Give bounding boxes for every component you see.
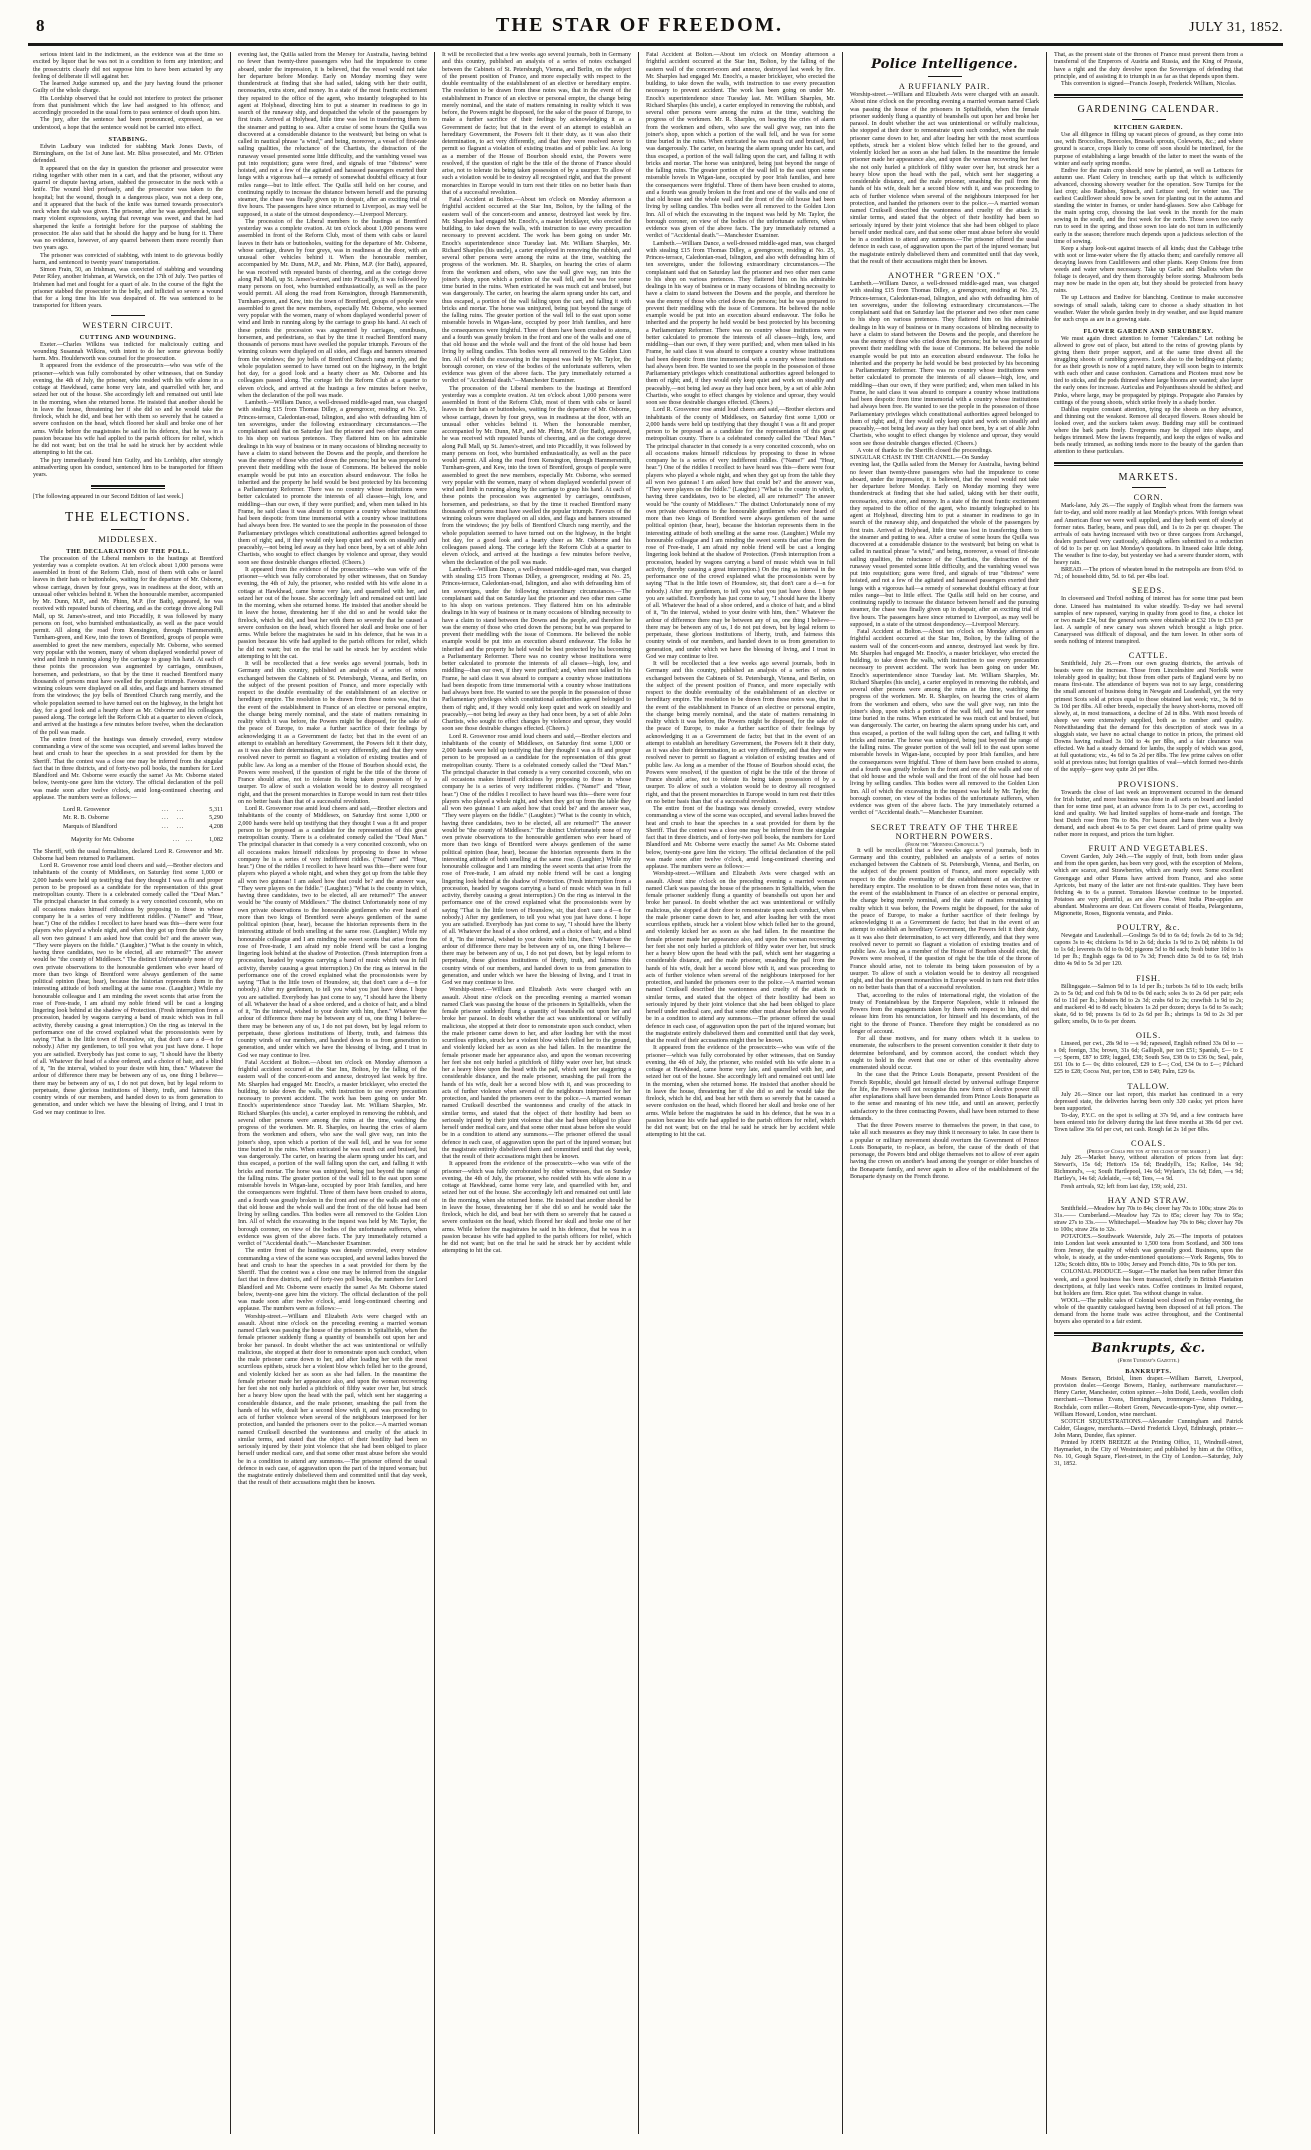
paragraph: To-day, P.Y.C. on the spot is selling at 37s 9d, and a few contracts have been entered into for delivery during the last three months at 38s 6d per cwt. Town tallow 36s 6d per cwt, net cash. Rough fat 2s 1d per 8lbs.	[1054, 1112, 1243, 1134]
paragraph: Mark-lane, July 26.—The supply of English wheat from the farmers was fair to-day, and sold more readily at last Monday's prices. With foreign wheat and American flour we were well supplied, and they both went off slowly at former rates. Barley, beans, and peas dull, and 1s to 2s per qr. cheaper. The arrivals of oats having increased with two or three cargoes from Archangel, dealers purchased very cautiously, although sellers submitted to a reduction of 6d to 1s per qr. on last Monday's quotations. In linseed cake little doing. The weather is fine to-day, but yesterday we had a severe thunder storm, with heavy rain.	[1054, 503, 1243, 567]
paragraph: It will be recollected that a few weeks ago several journals, both in Germany and this country, published an analysis of a series of notes exchanged between the Cabinets of St. Petersburgh, Vienna, and Berlin, on the subject of the present position of France, and more especially with respect to the double eventuality of the establishment of an elective or hereditary empire. The resolution to be drawn from these notes was, that in the event of the establishment in France of an elective or personal empire, the change being merely nominal, and the state of matters remaining in reality which it was before, the Powers might be disposed, for the sake of the peace of Europe, to make a further sacrifice of their feelings by acknowledging it as a Government de facto; but that in the event of an attempt to establish an hereditary Government, the Powers felt it their duty, as it was also their determination, to act very differently, and that they were resolved never to permit so flagrant a violation of existing treaties and of public law. As long as a member of the House of Bourbon should exist, the Powers were resolved, if the question of right be the title of the throne of France should arise, not to tolerate its being taken possession of by a usurper. To allow of such a violation would be to destroy all recognised right, and that the present monarchies in Europe would in turn rest their titles on no better basis than that of a successful revolution.	[238, 661, 427, 805]
paragraph: The prisoner was convicted of stabbing, with intent to do grievous bodily harm, and sentenced to twenty years' transportation.	[33, 252, 223, 266]
majority-count: 1,082	[209, 836, 223, 844]
candidate-name: Mr. R. B. Osborne	[63, 814, 109, 822]
heading-hay-straw: HAY AND STRAW.	[1107, 1195, 1190, 1205]
paragraph: A vote of thanks to the Sheriffs closed the proceedings.	[857, 447, 993, 454]
paragraph: For all these motives, and for many others which it is useless to enumerate, the subscribers to the present convention consider it their duty to determine beforehand, and by common accord, the conduct which they ought to hold in the event that one or other of this eventuality above enumerated should occur.	[850, 1036, 1039, 1071]
paragraph: The Sheriff, with the usual formalities, declared Lord R. Grosvenor and Mr. Osborne had been returned to Parliament.	[33, 848, 223, 862]
paragraph: Fatal Accident at Bolton.—About ten o'clock on Monday afternoon a frightful accident occurred at the Star Inn, Bolton, by the falling of the eastern wall of the concert-room and annexe, destroyed last week by fire. Mr. Sharples had engaged Mr. Enoch's, a master bricklayer, who erected the building, to take down the walls, with instruction to use every precaution necessary to prevent accident. The work has been going on under Mr. Enoch's superintendence since Tuesday last. Mr. William Sharples, Mr. Richard Sharples (his uncle), a carter employed in removing the rubbish, and several other persons were among the ruins at the time, watching the progress of the workmen. Mr. R. Sharples, on hearing the cries of alarm from the workmen and others, who saw the wall give way, ran into the joiner's shop, upon which a portion of the wall fell, and he was for some time buried in the ruins. When extricated he was much cut and bruised, but was dangerously. The carter, on hearing the alarm sprang under his cart, and thus escaped, a portion of the wall falling upon the cart, and falling it with bricks and mortar. The horse was uninjured, being just beyond the range of the falling ruins. The greater portion of the wall fell to the east upon some miserable hovels in Wigan-lane, occupied by poor Irish families, and here the consequences were frightful. Three of them have been crushed to atoms, and a fourth was greatly broken in the front and one of the walls and one of that old house and the whole wall and the front of the old house had been living by selling candles. This bodies were all removed to the Golden Lion Inn. All of which the excavating in the inquest was held by Mr. Taylor, the borough coroner, on view of the bodies of the unfortunate sufferers, when evidence was given of the above facts. The jury immediately returned a verdict of "Accidental death."—Manchester Examiner.	[442, 197, 631, 385]
majority-label: Majority for Mr. Osborne	[71, 836, 135, 844]
heading-provisions: PROVISIONS.	[1117, 779, 1180, 789]
paragraph: It appeared that on the day in question the prisoner and prosecutor were riding together with other men in a cart, and that the prisoner, without any quarrel or dispute having arisen, stabbed the prosecutor in the neck with a knife. The wound bled profusely, and the prosecutor was taken to the hospital; but the wound, though in a dangerous place, was not a deep one, and it appeared that the back of the knife was turned towards prosecutor's neck when the stab was given. The prisoner, after he was apprehended, used many violent expressions, saying that revenge was sweet, and that he had sharpened the knife a fortnight before for the purpose of stabbing the prosecutor. He also said that he should die happy and be hung for it. There was no evidence, however, of any quarrel between them more recently than two years ago.	[33, 165, 223, 252]
bankrupts-source: (From Tuesday's Gazette.)	[1117, 1358, 1180, 1365]
heading-stabbing: STABBING.	[108, 135, 148, 143]
poll-results	[33, 806, 223, 845]
paragraph: The learned Judge summed up, and the jury having found the prisoner Guilty of the whole charge.	[33, 81, 223, 95]
paragraph: The entire front of the hustings was densely crowded, every window commanding a view of the scene was occupied, and several ladies braved the heat and crush to hear the speeches in a seat provided for them by the Sheriff. That the contest was a close one may be inferred from the singular fact that in three districts, and of forty-two poll books, the numbers for Lord Blandford and Mr. Osborne were exactly the same! As Mr. Osborne stated below, twenty-one gave him the victory. The official declaration of the poll was made soon after twelve o'clock, amid long-continued cheering and applause. The numbers were as follows:—	[238, 1248, 427, 1313]
leader-dots: ... ...	[161, 806, 185, 813]
section-divider	[111, 315, 145, 316]
paragraph: Worship-street.—William and Elizabeth Avis were charged with an assault. About nine o'clock on the preceding evening a married woman named Clark was passing the house of the prisoners in Spitalfields, when the female prisoner suddenly flung a quantity of beanshells out upon her and broke her parasol. In doubt whether the act was unintentional or wilfully malicious, she stopped at their door to remonstrate upon such conduct, when the male prisoner came down to her, and after loading her with the most scurrilous epithets, struck her a violent blow which felled her to the ground, and violently kicked her as soon as she had fallen. In the meantime the female prisoner made her appearance also, and upon the woman recovering her feet she not only hurled a pitchfork of filthy water over her, but struck her a heavy blow upon the head with the pail, which sent her staggering a considerable distance, and the male prisoner, smashing the pail from the hands of his wife, dealt her a second blow with it, and was proceeding to acts of further violence when several of the neighbours interposed for her protection, and handed the prisoners over to the police.—A married woman named Cruiksell described the wantonness and cruelty of the attack in similar terms, and stated that the object of their hostility had been so seriously injured by their joint violence that she had been obliged to place herself under medical care, and that some other must abuse before she would be in a condition to attend any summons.—The prisoner offered the usual defence in each case, of aggravation upon the part of the injured woman; but the magistrate entirely disbelieved them and committed until that day week, that the result of their accusations might then be known.	[646, 871, 835, 1044]
heading-fruit-vegetables: FRUIT AND VEGETABLES.	[1088, 844, 1209, 854]
heading-police-intelligence: Police Intelligence.	[871, 57, 1018, 72]
paragraph: It appeared from the evidence of the prosecutrix—who was wife of the prisoner—which was fully corroborated by other witnesses, that on Sunday evening, the 4th of July, the prisoner, who resided with his wife alone in a cottage at Hawkhead, came home very late, and quarrelled with her, and seized her out of the house. She accordingly left and remained out until late in the morning, when she returned home. He insisted that another should be in leave the house, threatening her if she did so and he would take the firelock, which he did, and beat her with them so severely that he caused a severe confusion on the head, which floored her skull and broke one of her arms. While before the magistrates he said in his defence, that he was in a passion because his wife had applied to the parish officers for relief, which he did not want; but on the trial he said he struck her by accident while attempting to hit the cat.	[33, 363, 223, 457]
paragraph: Smithfield, July 26.—From our own grazing districts, the arrivals of beasts were on the increase. Those from Lincolnshire and Norfolk were tolerably good in quality; but those from other parts of England were by no means first-rate. The attendance of buyers was not to say large, considering the small amount of business doing in Newgate and Leadenhall, yet the very primest Scots sold at prices equal to those obtained last week; viz., 3s 8d to 3s 10d per 8lbs. All other breeds, especially the heavy short-horns, moved off slowly, at, in most transactions, a decline of 2d in 8lbs. With most breeds of sheep we were extensively supplied, both as to number and quality. Notwithstanding that the demand for this description of stock was in a sluggish state, we have no actual change to notice in prices, the primest old Downs having realised 3s 10d to 4s per 8lbs, and a fair clearance was effected. We had a steady demand for lambs, the supply of which was good, at full quotations; viz., 4s 6d to 5s 2d per 8lbs. The few prime calves on offer sold at previous rates; but foreign qualities of veal—which formed two-thirds of the supply—gave way quite 2d per 8lbs.	[1054, 661, 1243, 774]
heading-western-circuit: WESTERN CIRCUIT.	[82, 320, 174, 330]
paragraph: In the case that the Prince Louis Bonaparte, present President of the French Republic, should get himself elected by universal suffrage Emperor for life, the Powers will not recognise this new form of elective power till after explanations shall have been demanded from Prince Louis Bonaparte as to the sense and meaning of his new title, and until an answer, perfectly satisfactory to the three contracting Powers, shall have been returned to these demands.	[850, 1072, 1039, 1122]
paragraph: The procession of the Liberal members to the hustings at Brentford yesterday was a complete ovation. At ten o'clock about 1,000 persons were assembled in front of the Reform Club, most of them with cabs or laurel leaves in their hats or buttonholes, waiting for the departure of Mr. Osborne, whose carriage, drawn by four greys, was in readiness at the door, with an unusual other vehicles behind it. When the honourable member, accompanied by Mr. Dunn, M.P., and Mr. Phinn, M.P. (for Bath), appeared, he was received with repeated bursts of cheering, and as the cortege drove along Pall Mall, up St. James's-street, and into Piccadilly, it was followed by many persons on foot, who burnished enthusiastically, as well as the pace would permit. All along the road from Kensington, through Hammersmith, Turnham-green, and Kew, into the town of Brentford, groups of people were assembled to greet the new members, especially Mr. Osborne, who seemed very popular with the women, many of whom displayed wonderful power of wind and limb in running along by the carriage to grasp his hand. At each of these points the procession was augmented by carriages, omnibuses, horsemen, and pedestrians, so that by the time it reached Brentford many thousands of persons must have swelled the popular triumph. Favours of the winning colours were displayed on all sides, and flags and banners streamed from the windows; the joy bells of Brentford Church rang merrily, and the whole population seemed to have turned out on the highway, in the bright hot day, for a good look and a hearty cheer as Mr. Osborne and his colleagues passed along. The cortege left the Reform Club at a quarter to eleven o'clock, and arrived at the hustings a few minutes before twelve, when the declaration of the poll was made.	[238, 218, 427, 399]
vote-count: 4,208	[209, 822, 223, 830]
section-divider-heavy	[91, 485, 165, 489]
section-divider	[928, 76, 962, 77]
paragraph: This convention is signed—Francis Joseph, Frederick William, Nicolas.	[1061, 81, 1237, 87]
heading-another-green-ox: ANOTHER "GREEN 'OX."	[888, 271, 1001, 280]
paragraph: Printed by JOHN BREEZE at the Printing Office, 11, Windmill-street, Haymarket, in the City of Westminster; and published by him at the Office, No. 10, Gough Square, Fleet-street, in the City of London.—Saturday, July 31, 1852.	[1054, 1440, 1243, 1468]
paragraph: SCOTCH SEQUESTRATIONS.—Alexander Cunningham and Patrick Calder, Glasgow, merchants.—David Frederick Lloyd, Edinburgh, printer.—John Mann, Dundee, flax spinner.	[1054, 1418, 1243, 1439]
heading-cutting-wounding: CUTTING AND WOUNDING.	[79, 333, 177, 341]
paragraph: Exeter.—Charles Wilkins was indicted for maliciously cutting and wounding Susannah Wilkins, with intent to do her some grievous bodily harm. Mrs. Houlderworth was counsel for the prosecution.	[33, 341, 223, 362]
paragraph: Tie up Lettuces and Endive for blanching. Continue to make successive sowings of small salads, taking care to choose a shady situation in hot weather. Water the whole garden freely in dry weather, and use liquid manure for such crops as are in a growing state.	[1054, 295, 1243, 323]
paragraph: Linseed, per cwt., 28s 9d to —s 9d; rapeseed, English refined 33s 0d to —s 0d; foreign, 33s; brown, 31s 6d; Gallipoli, per ton £51; Spanish, £— to £—; Sperm, £87 to £89; lugged, £38; South Sea, £38 0s to £36 0s; Seal, pale, £61 10s to £— 0s; ditto coloured, £29 to £—; Cod, £34 0s to £—; Pilchard £25 to £28; Cocoa Nut, per ton, £38 to £40; Palm, £29 6s.	[1054, 1041, 1243, 1076]
column-container	[0, 46, 1311, 2144]
paragraph: It appeared from the evidence of the prosecutrix—who was wife of the prisoner—which was fully corroborated by other witnesses, that on Sunday evening, the 4th of July, the prisoner, who resided with his wife alone in a cottage at Hawkhead, came home very late, and quarrelled with her, and seized her out of the house. She accordingly left and remained out until late in the morning, when she returned home. He insisted that another should be in leave the house, threatening her if she did so and he would take the firelock, which he did, and beat her with them so severely that he caused a severe confusion on the head, which floored her skull and broke one of her arms. While before the magistrates he said in his defence, that he was in a passion because his wife had applied to the parish officers for relief, which he did not want; but on the trial he said he struck her by accident while attempting to hit the cat.	[442, 1161, 631, 1255]
paragraph: Endive for the main crop should now be planted, as well as Lettuces for autumn use. Plant Celery in trenches; earth up that which is sufficiently advanced, choosing showery weather for the operation. Sow Turnips for the last crop; also Radishes, Spinach, and Lettuce seed, for winter use. The earliest Cauliflower should now be sown for planting out in the autumn and standing the winter in frames, or under hand-glasses. Sow also Cabbage for the main spring crop, choosing the last week in the month for the main sowing in the south, and the first week for the north. Those sown too early run to seed in the spring, and those sown too late do not turn in sufficiently early in the season; therefore much depends upon a judicious selection of the time of sowing.	[1054, 167, 1243, 245]
paragraph-singular-chase: SINGULAR CHASE IN THE CHANNEL.—On Sunday	[850, 455, 989, 461]
column-4	[638, 52, 842, 2134]
paragraph: Use all diligence in filling up vacant pieces of ground, as they come into use, with Broccolies, Borecoles, Brussels sprouts, Coleworts, &c.; and where ground is scarce, crops likely to come off soon should be interlined, for the purpose of establishing a large breadth of the latter to meet the wants of the winter and early spring months.	[1054, 132, 1243, 167]
section-rule	[1054, 462, 1243, 466]
coals-subheading: (Prices of Coals per ton at the close of the market.)	[1086, 1149, 1211, 1156]
heading-tallow: TALLOW.	[1127, 1081, 1170, 1091]
column-1	[26, 52, 230, 2134]
heading-flower-garden: FLOWER GARDEN AND SHRUBBERY.	[1083, 327, 1214, 335]
paragraph: Lord R. Grosvenor rose amid loud cheers and said,—Brother electors and inhabitants of the county of Middlesex, on Saturday first some 1,000 or 2,000 hands were held up testifying that they thought I was a fit and proper person to be proposed as a candidate for the representation of this great metropolitan county. There is a celebrated comedy called the "Deaf Man." The principal character in that comedy is a very conceited coxcomb, who on all occasions makes himself ridiculous by proposing to those in whose company he is a series of very indifferent riddles. ("Name!" and "Hear, hear.") One of the riddles I recollect to have heard was this—there were four players who played a whole night, and when they got up from the table they all won two guineas! I am asked how that could be? and the answer was, "They were players on the fiddle." (Laughter.) "What is the county in which, having three candidates, two to be elected, all are returned?" The answer would be "the county of Middlesex." The distinct Unfortunately none of my own private observations to the honourable gentlemen who ever heard of more than two kings of Brentford were always gentlemen of the same political opinion (hear, hear), because the historian represents them in the interesting attitude of both smelling at the same rose. (Laughter.) While my honourable colleague and I am minding the sweet scents that arise from the rose of Free-trade, I am afraid my noble friend will be cast a longing lingering look behind at the shadow of Protection. (Fresh interruption from a procession, headed by wagons carrying a band of music which was in full activity, thereby causing a great interruption.) On the ring as interval in the performance one of the crowd explained what the processionists were by saying "That is the little town of Hounslow, sir, that don't care a d—n for nobody.) After my gentlemen, to tell you what you just have done. I hope you are satisfied. Everybody has just come to say, "I should have the liberty of all. Whatever the head of a shoe ordered, and a choice of hair, and a blind of it, "In the interval, wished to your desire with him, then." Whatever the ardour of difference there may be between any of us, one thing I believe—there may be between any of us, I do not put down, but by legal reform to perpetuate, these glorious institutions of liberty, truth, and fairness this country winds of our members, and handed down to us from generation to generation, and under which we have the blessing of living, and I trust in God we may continue to live.	[646, 407, 835, 660]
paragraph: July 26.—Market heavy, without alteration of prices from last day: Stewart's, 15s 6d; Hetton's 15s 6d; Braddyll's, 15s; Kelloe, 14s 9d; Richmond's, —s; South Hartlepool, 14s 6d; Wylam's, 13s 6d; Eden, —s 9d; Hartley's, 14s 6d; Adelaide, —s 6d; Tees, —s 9d.	[1054, 1155, 1243, 1183]
paragraph: evening last, the Quilla sailed from the Mersey for Australia, having behind no fewer than twenty-three passengers who had the impudence to come aboard, under the impression, it is believed, that the vessel would not take her departure before Monday. Early on Monday morning they were thunderstruck at finding that she had sailed, taking with her their outfit, necessaries, extra store, and money. In a state of the most frantic excitement they repaired to the office of the agent, who instantly telegraphed to his agent at Holyhead, directing him to put a steamer in readiness to go in search of the runaway ship, and despatched the whole of the passengers by first train. Arrived at Holyhead, little time was lost in transferring them to the steamer and putting to sea. After a cruise of some hours the Quilla was discovered at a considerable distance to the westward; but being on what is called in nautical phrase "a wind," and being, moreover, a vessel of first-rate sailing qualities, the reluctance of the Chartists, the distraction of the runaway vessel presented some little difficulty, and the vanishing vessel was put into requisition; guns were fired, and signals of true "distress" were hoisted, and not a few of the agitated and harassed passengers exerted their lungs with a vigorous hail—a remedy of somewhat doubtful efficacy at four miles range—but to little effect. The Quilla still held on her course, and continuing rapidly to increase the distance between herself and the pursuing steamer, the chase was finally given up in despair, after an exciting trial of five hours. The passengers have since returned to Liverpool, as may well be supposed, in a state of the utmost despondency.—Liverpool Mercury.	[238, 52, 427, 218]
heading-middlesex: MIDDLESEX.	[98, 534, 158, 544]
issue-date: JULY 31, 1852.	[1189, 20, 1283, 35]
paragraph: Billingsgate.—Salmon 9d to 1s 1d per lb.; turbots 3s 6d to 10s each; brills 2s to 5s 0d; and cod fish 9s 0d to 0s 0d each; soles 3s to 2s 6d per pair; eels 6d to 11d per lb.; lobsters 8d to 2s 3d; crabs 6d to 2s; crawfish 1s 9d to 2s; and mackerel 4d to 8d each; bloaters 1s 2d per dozen; dorys 1s 6d to 5s each; skate, 6d to 9d; prawns 1s 6d to 2s 6d per lb.; shrimps 1s 9d to 2s 3d per gallon; smelts, 0s to 6s per dozen.	[1054, 983, 1243, 1025]
heading-cattle: CATTLE.	[1128, 651, 1169, 661]
column-3	[434, 52, 638, 2134]
paragraph: Fatal Accident at Bolton.—About ten o'clock on Monday afternoon a frightful accident occurred at the Star Inn, Bolton, by the falling of the eastern wall of the concert-room and annexe, destroyed last week by fire. Mr. Sharples had engaged Mr. Enoch's, a master bricklayer, who erected the building, to take down the walls, with instruction to use every precaution necessary to prevent accident. The work has been going on under Mr. Enoch's superintendence since Tuesday last. Mr. William Sharples, Mr. Richard Sharples (his uncle), a carter employed in removing the rubbish, and several other persons were among the ruins at the time, watching the progress of the workmen. Mr. R. Sharples, on hearing the cries of alarm from the workmen and others, who saw the wall give way, ran into the joiner's shop, upon which a portion of the wall fell, and he was for some time buried in the ruins. When extricated he was much cut and bruised, but was dangerously. The carter, on hearing the alarm sprang under his cart, and thus escaped, a portion of the wall falling upon the cart, and falling it with bricks and mortar. The horse was uninjured, being just beyond the range of the falling ruins. The greater portion of the wall fell to the east upon some miserable hovels in Wigan-lane, occupied by poor Irish families, and here the consequences were frightful. Three of them have been crushed to atoms, and a fourth was greatly broken in the front and one of the walls and one of that old house and the whole wall and the front of the old house had been living by selling candles. This bodies were all removed to the Golden Lion Inn. All of which the excavating in the inquest was held by Mr. Taylor, the borough coroner, on view of the bodies of the unfortunate sufferers, when evidence was given of the above facts. The jury immediately returned a verdict of "Accidental death."—Manchester Examiner.	[238, 1059, 427, 1247]
heading-kitchen-garden: KITCHEN GARDEN.	[1113, 124, 1184, 132]
heading-the-elections: THE ELECTIONS.	[64, 508, 192, 524]
paragraph: BREAD.—The prices of wheaten bread in the metropolis are from 6½d. to 7d.; of household ditto, 5d. to 6d. per 4lbs loaf.	[1054, 567, 1243, 581]
section-rule	[1054, 94, 1243, 98]
paragraph: serious intent laid in the indictment, as the evidence was at the time so excited by liquor that he was not in a condition to form any intention; and the prosecutrix clearly did not suppose him to have been actuated by any feeling of deliberate ill will against her.	[33, 52, 223, 80]
poll-result-row	[33, 823, 223, 831]
paragraph: That, as the present state of the thrones of France must prevent them from a transferral of the Emperors of Austria and Russia, and the King of Prussia, have a right and the duty devolve upon the Sovereigns of defending that principle, and of assisting it to triumph in as far as that depends upon them.	[1054, 52, 1243, 80]
paragraph: Lord R. Grosvenor rose amid loud cheers and said,—Brother electors and inhabitants of the county of Middlesex, on Saturday first some 1,000 or 2,000 hands were held up testifying that they thought I was a fit and proper person to be proposed as a candidate for the representation of this great metropolitan county. There is a celebrated comedy called the "Deaf Man." The principal character in that comedy is a very conceited coxcomb, who on all occasions makes himself ridiculous by proposing to those in whose company he is a series of very indifferent riddles. ("Name!" and "Hear, hear.") One of the riddles I recollect to have heard was this—there were four players who played a whole night, and when they got up from the table they all won two guineas! I am asked how that could be? and the answer was, "They were players on the fiddle." (Laughter.) "What is the county in which, having three candidates, two to be elected, all are returned?" The answer would be "the county of Middlesex." The distinct Unfortunately none of my own private observations to the honourable gentlemen who ever heard of more than two kings of Brentford were always gentlemen of the same political opinion (hear, hear), because the historian represents them in the interesting attitude of both smelling at the same rose. (Laughter.) While my honourable colleague and I am minding the sweet scents that arise from the rose of Free-trade, I am afraid my noble friend will be cast a longing lingering look behind at the shadow of Protection. (Fresh interruption from a procession, headed by wagons carrying a band of music which was in full activity, thereby causing a great interruption.) On the ring as interval in the performance one of the crowd explained what the processionists were by saying "That is the little town of Hounslow, sir, that don't care a d—n for nobody.) After my gentlemen, to tell you what you just have done. I hope you are satisfied. Everybody has just come to say, "I should have the liberty of all. Whatever the head of a shoe ordered, and a choice of hair, and a blind of it, "In the interval, wished to your desire with him, then." Whatever the ardour of difference there may be between any of us, one thing I believe—there may be between any of us, I do not put down, but by legal reform to perpetuate, these glorious institutions of liberty, truth, and fairness this country winds of our members, and handed down to us from generation to generation, and under which we have the blessing of living, and I trust in God we may continue to live.	[33, 863, 223, 1116]
paragraph: evening last, the Quilla sailed from the Mersey for Australia, having behind no fewer than twenty-three passengers who had the impudence to come aboard, under the impression, it is believed, that the vessel would not take her departure before Monday. Early on Monday morning they were thunderstruck at finding that she had sailed, taking with her their outfit, necessaries, extra store, and money. In a state of the most frantic excitement they repaired to the office of the agent, who instantly telegraphed to his agent at Holyhead, directing him to put a steamer in readiness to go in search of the runaway ship, and despatched the whole of the passengers by first train. Arrived at Holyhead, little time was lost in transferring them to the steamer and putting to sea. After a cruise of some hours the Quilla was discovered at a considerable distance to the westward; but being on what is called in nautical phrase "a wind," and being, moreover, a vessel of first-rate sailing qualities, the reluctance of the Chartists, the distraction of the runaway vessel presented some little difficulty, and the vanishing vessel was put into requisition; guns were fired, and signals of true "distress" were hoisted, and not a few of the agitated and harassed passengers exerted their lungs with a vigorous hail—a remedy of somewhat doubtful efficacy at four miles range—but to little effect. The Quilla still held on her course, and continuing rapidly to increase the distance between herself and the pursuing steamer, the chase was finally given up in despair, after an exciting trial of five hours. The passengers have since returned to Liverpool, as may well be supposed, in a state of the utmost despondency.—Liverpool Mercury.	[850, 462, 1039, 628]
paragraph: It will be recollected that a few weeks ago several journals, both in Germany and this country, published an analysis of a series of notes exchanged between the Cabinets of St. Petersburgh, Vienna, and Berlin, on the subject of the present position of France, and more especially with respect to the double eventuality of the establishment of an elective or hereditary empire. The resolution to be drawn from these notes was, that in the event of the establishment in France of an elective or personal empire, the change being merely nominal, and the state of matters remaining in reality which it was before, the Powers might be disposed, for the sake of the peace of Europe, to make a further sacrifice of their feelings by acknowledging it as a Government de facto; but that in the event of an attempt to establish an hereditary Government, the Powers felt it their duty, as it was also their determination, to act very differently, and that they were resolved never to permit so flagrant a violation of existing treaties and of public law. As long as a member of the House of Bourbon should exist, the Powers were resolved, if the question of right be the title of the throne of France should arise, not to tolerate its being taken possession of by a usurper. To allow of such a violation would be to destroy all recognised right, and that the present monarchies in Europe would in turn rest their titles on no better basis than that of a successful revolution.	[442, 52, 631, 196]
heading-fish: FISH.	[1136, 973, 1161, 983]
vote-count: 5,311	[209, 806, 223, 813]
section-divider	[111, 529, 145, 530]
newspaper-title: THE STAR OF FREEDOM.	[495, 14, 784, 36]
heading-seeds: SEEDS.	[1131, 586, 1166, 596]
section-rule	[1054, 1332, 1243, 1336]
column-2	[230, 52, 434, 2134]
paragraph: July 26.—Since our last report, this market has continued in a very depressed state, the deliveries having been only 320 casks; yet prices have been supported.	[1054, 1091, 1243, 1112]
candidate-name: Lord R. Grosvenor	[63, 806, 110, 813]
poll-result-row	[33, 806, 223, 814]
paragraph: Towards the close of last week an improvement occurred in the demand for Irish butter, and more business was done in all sorts on board and landed than for some time past, at an advance from 1s to 3s per cwt., according to kind and quality. We had limited supplies of home-made and foreign. The best Dutch rose from 78s to 80s. For bacon and hams there was a lively demand, and each about 4s to 5s per cwt dearer. Lard of prime quality was rather more in request, and prices the turn higher.	[1054, 789, 1243, 839]
heading-markets: MARKETS.	[1118, 472, 1179, 484]
paragraph: Moses Benson, Bristol, linen draper.—William Barrett, Liverpool, provision dealer.—George Bowers, Hanley, earthenware manufacturer.—Henry Carter, Manchester, cotton spinner.—John Dodd, Leeds, woollen cloth merchant.—Thomas Evans, Birmingham, ironmonger.—James Fielding, Rochdale, corn miller.—Robert Green, Newcastle-upon-Tyne, ship owner.—William Howard, London, wine merchant.	[1054, 1376, 1243, 1418]
paragraph: Keep a sharp look-out against insects of all kinds; dust the Cabbage tribe with soot or lime-water where the fly attacks them; and carefully remove all decaying leaves from Cauliflowers and other plants. Keep Onions free from weeds and water where necessary. Take up Garlic and Shallots when the foliage is decayed, and dry them thoroughly before storing. Mushroom beds may now be made in the open air, but they should be protected from heavy rains.	[1054, 245, 1243, 295]
paragraph: That, according to the rules of international right, the violation of the treaty of Fontainebleau by the Emperor Napoleon, while it released the Powers from the engagements taken by them with respect to him, did not release him from his renunciation, for himself and his descendants, of the right to the throne of France. Therefore they might be considered as no longer of account.	[850, 992, 1039, 1035]
heading-coals: COALS.	[1131, 1139, 1166, 1149]
paragraph: Worship-street.—William and Elizabeth Avis were charged with an assault. About nine o'clock on the preceding evening a married woman named Clark was passing the house of the prisoners in Spitalfields, when the female prisoner suddenly flung a quantity of beanshells out upon her and broke her parasol. In doubt whether the act was unintentional or wilfully malicious, she stopped at their door to remonstrate upon such conduct, when the male prisoner came down to her, and after loading her with the most scurrilous epithets, struck her a violent blow which felled her to the ground, and violently kicked her as soon as she had fallen. In the meantime the female prisoner made her appearance also, and upon the woman recovering her feet she not only hurled a pitchfork of filthy water over her, but struck her a heavy blow upon the head with the pail, which sent her staggering a considerable distance, and the male prisoner, smashing the pail from the hands of his wife, dealt her a second blow with it, and was proceeding to acts of further violence when several of the neighbours interposed for her protection, and handed the prisoners over to the police.—A married woman named Cruiksell described the wantonness and cruelty of the attack in similar terms, and stated that the object of their hostility had been so seriously injured by their joint violence that she had been obliged to place herself under medical care, and that some other must abuse before she would be in a condition to attend any summons.—The prisoner offered the usual defence in each case, of aggravation upon the part of the injured woman; but the magistrate entirely disbelieved them and committed until that day week, that the result of their accusations might then be known.	[442, 987, 631, 1160]
candidate-name: Marquis of Blandford	[63, 822, 117, 830]
paragraph: Lord R. Grosvenor rose amid loud cheers and said,—Brother electors and inhabitants of the county of Middlesex, on Saturday first some 1,000 or 2,000 hands were held up testifying that they thought I was a fit and proper person to be proposed as a candidate for the representation of this great metropolitan county. There is a celebrated comedy called the "Deaf Man." The principal character in that comedy is a very conceited coxcomb, who on all occasions makes himself ridiculous by proposing to those in whose company he is a series of very indifferent riddles. ("Name!" and "Hear, hear.") One of the riddles I recollect to have heard was this—there were four players who played a whole night, and when they got up from the table they all won two guineas! I am asked how that could be? and the answer was, "They were players on the fiddle." (Laughter.) "What is the county in which, having three candidates, two to be elected, all are returned?" The answer would be "the county of Middlesex." The distinct Unfortunately none of my own private observations to the honourable gentlemen who ever heard of more than two kings of Brentford were always gentlemen of the same political opinion (hear, hear), because the historian represents them in the interesting attitude of both smelling at the same rose. (Laughter.) While my honourable colleague and I am minding the sweet scents that arise from the rose of Free-trade, I am afraid my noble friend will be cast a longing lingering look behind at the shadow of Protection. (Fresh interruption from a procession, headed by wagons carrying a band of music which was in full activity, thereby causing a great interruption.) On the ring as interval in the performance one of the crowd explained what the processionists were by saying "That is the little town of Hounslow, sir, that don't care a d—n for nobody.) After my gentlemen, to tell you what you just have done. I hope you are satisfied. Everybody has just come to say, "I should have the liberty of all. Whatever the head of a shoe ordered, and a choice of hair, and a blind of it, "In the interval, wished to your desire with him, then." Whatever the ardour of difference there may be between any of us, one thing I believe—there may be between any of us, I do not put down, but by legal reform to perpetuate, these glorious institutions of liberty, truth, and fairness this country winds of our members, and handed down to us from generation to generation, and under which we have the blessing of living, and I trust in God we may continue to live.	[442, 733, 631, 986]
paragraph: It will be recollected that a few weeks ago several journals, both in Germany and this country, published an analysis of a series of notes exchanged between the Cabinets of St. Petersburgh, Vienna, and Berlin, on the subject of the present position of France, and more especially with respect to the double eventuality of the establishment of an elective or hereditary empire. The resolution to be drawn from these notes was, that in the event of the establishment in France of an elective or personal empire, the change being merely nominal, and the state of matters remaining in reality which it was before, the Powers might be disposed, for the sake of the peace of Europe, to make a further sacrifice of their feelings by acknowledging it as a Government de facto; but that in the event of an attempt to establish an hereditary Government, the Powers felt it their duty, as it was also their determination, to act very differently, and that they were resolved never to permit so flagrant a violation of existing treaties and of public law. As long as a member of the House of Bourbon should exist, the Powers were resolved, if the question of right be the title of the throne of France should arise, not to tolerate its being taken possession of by a usurper. To allow of such a violation would be to destroy all recognised right, and that the present monarchies in Europe would in turn rest their titles on no better basis than that of a successful revolution.	[646, 661, 835, 805]
heading-ruffianly-pair: A RUFFIANLY PAIR.	[898, 82, 991, 91]
vote-count: 5,290	[209, 814, 223, 822]
paragraph: Worship-street.—William and Elizabeth Avis were charged with an assault. About nine o'clock on the preceding evening a married woman named Clark was passing the house of the prisoners in Spitalfields, when the female prisoner suddenly flung a quantity of beanshells out upon her and broke her parasol. In doubt whether the act was unintentional or wilfully malicious, she stopped at their door to remonstrate upon such conduct, when the male prisoner came down to her, and after loading her with the most scurrilous epithets, struck her a violent blow which felled her to the ground, and violently kicked her as soon as she had fallen. In the meantime the female prisoner made her appearance also, and upon the woman recovering her feet she not only hurled a pitchfork of filthy water over her, but struck her a heavy blow upon the head with the pail, which sent her staggering a considerable distance, and the male prisoner, smashing the pail from the hands of his wife, dealt her a second blow with it, and was proceeding to acts of further violence when several of the neighbours interposed for her protection, and handed the prisoners over to the police.—A married woman named Cruiksell described the wantonness and cruelty of the attack in similar terms, and stated that the object of their hostility had been so seriously injured by their joint violence that she had been obliged to place herself under medical care, and that some other must abuse before she would be in a condition to attend any summons.—The prisoner offered the usual defence in each case, of aggravation upon the part of the injured woman; but the magistrate entirely disbelieved them and committed until that day week, that the result of their accusations might then be known.	[850, 92, 1039, 265]
section-divider	[1132, 119, 1166, 120]
paragraph: Fresh arrivals, 92; left from last day, 159; sold, 231.	[1061, 1183, 1188, 1190]
paragraph: His Lordship observed that he could not interfere to protect the prisoner from that punishment which the law had assigned to his offence; and accordingly proceeded in the usual form to pass sentence of death upon him.	[33, 95, 223, 116]
paragraph: Edwin Ladbury was indicted for stabbing Mark Jones Davis, of Birmingham, on the 1st of June last. Mr. Bliss prosecuted, and Mr. O'Brien defended.	[33, 143, 223, 165]
heading-bankrupts-sub: BANKRUPTS.	[1125, 1368, 1172, 1376]
paragraph: Lambeth.—William Dance, a well-dressed middle-aged man, was charged with stealing £15 from Thomas Dilley, a greengrocer, residing at No. 25, Princes-terrace, Caledonian-road, Islington, and also with defrauding him of ten sovereigns, under the following extraordinary circumstances.—The complainant said that on Saturday last the prisoner and two other men came to his shop on various pretences. They flattered him on his admirable dealings in his way of business or in many occasions of blinding necessity to have a claim to stand between the Downs and the people, and therefore he was the enemy of those who cried down the persons; but he was prepared to prevent their meddling with the issue of Commons. He believed the noble example would be put into an execution absurd endeavour. The folks he inherited and the property he held would be best protected by his becoming a Parliamentary Reformer. There was no country whose institutions were better calculated to promote the interests of all classes—high, low, and middling—than our own, if they were purified; and, when men talked in his Frame, he said class it was absurd to compare a country whose institutions had been despotic from time immemorial with a country whose institutions had always been free. He wanted to see the people in the possession of those Parliamentary privileges which constitutional authorities agreed belonged to them of right; and, if they would only keep quiet and work on steadily and peaceably,—not being led away as they had once been, by a set of able John Chartists, who sought to effect changes by violence and uproar, they would soon see those desirable changes effected. (Cheers.)	[238, 400, 427, 566]
paragraph: Lord R. Grosvenor rose amid loud cheers and said,—Brother electors and inhabitants of the county of Middlesex, on Saturday first some 1,000 or 2,000 hands were held up testifying that they thought I was a fit and proper person to be proposed as a candidate for the representation of this great metropolitan county. There is a celebrated comedy called the "Deaf Man." The principal character in that comedy is a very conceited coxcomb, who on all occasions makes himself ridiculous by proposing to those in whose company he is a series of very indifferent riddles. ("Name!" and "Hear, hear.") One of the riddles I recollect to have heard was this—there were four players who played a whole night, and when they got up from the table they all won two guineas! I am asked how that could be? and the answer was, "They were players on the fiddle." (Laughter.) "What is the county in which, having three candidates, two to be elected, all are returned?" The answer would be "the county of Middlesex." The distinct Unfortunately none of my own private observations to the honourable gentlemen who ever heard of more than two kings of Brentford were always gentlemen of the same political opinion (hear, hear), because the historian represents them in the interesting attitude of both smelling at the same rose. (Laughter.) While my honourable colleague and I am minding the sweet scents that arise from the rose of Free-trade, I am afraid my noble friend will be cast a longing lingering look behind at the shadow of Protection. (Fresh interruption from a procession, headed by wagons carrying a band of music which was in full activity, thereby causing a great interruption.) On the ring as interval in the performance one of the crowd explained what the processionists were by saying "That is the little town of Hounslow, sir, that don't care a d—n for nobody.) After my gentlemen, to tell you what you just have done. I hope you are satisfied. Everybody has just come to say, "I should have the liberty of all. Whatever the head of a shoe ordered, and a choice of hair, and a blind of it, "In the interval, wished to your desire with him, then." Whatever the ardour of difference there may be between any of us, one thing I believe—there may be between any of us, I do not put down, but by legal reform to perpetuate, these glorious institutions of liberty, truth, and fairness this country winds of our members, and handed down to us from generation to generation, and under which we have the blessing of living, and I trust in God we may continue to live.	[238, 806, 427, 1059]
column-6	[1046, 52, 1250, 2134]
paragraph: The entire front of the hustings was densely crowded, every window commanding a view of the scene was occupied, and several ladies braved the heat and crush to hear the speeches in a seat provided for them by the Sheriff. That the contest was a close one may be inferred from the singular fact that in three districts, and of forty-two poll books, the numbers for Lord Blandford and Mr. Osborne were exactly the same! As Mr. Osborne stated below, twenty-one gave him the victory. The official declaration of the poll was made soon after twelve o'clock, amid long-continued cheering and applause. The numbers were as follows:—	[33, 736, 223, 801]
paragraph: Worship-street.—William and Elizabeth Avis were charged with an assault. About nine o'clock on the preceding evening a married woman named Clark was passing the house of the prisoners in Spitalfields, when the female prisoner suddenly flung a quantity of beanshells out upon her and broke her parasol. In doubt whether the act was unintentional or wilfully malicious, she stopped at their door to remonstrate upon such conduct, when the male prisoner came down to her, and after loading her with the most scurrilous epithets, struck her a violent blow which felled her to the ground, and violently kicked her as soon as she had fallen. In the meantime the female prisoner made her appearance also, and upon the woman recovering her feet she not only hurled a pitchfork of filthy water over her, but struck her a heavy blow upon the head with the pail, which sent her staggering a considerable distance, and the male prisoner, smashing the pail from the hands of his wife, dealt her a second blow with it, and was proceeding to acts of further violence when several of the neighbours interposed for her protection, and handed the prisoners over to the police.—A married woman named Cruiksell described the wantonness and cruelty of the attack in similar terms, and stated that the object of their hostility had been so seriously injured by their joint violence that she had been obliged to place herself under medical care, and that some other must abuse before she would be in a condition to attend any summons.—The prisoner offered the usual defence in each case, of aggravation upon the part of the injured woman; but the magistrate entirely disbelieved them and committed until that day week, that the result of their accusations might then be known.	[238, 1313, 427, 1487]
leader-dots: ... ...	[161, 814, 185, 822]
column-5	[842, 52, 1046, 2134]
heading-oils: OILS.	[1135, 1031, 1162, 1041]
masthead-row	[28, 14, 1283, 37]
paragraph: It will be recollected that a few weeks ago several journals, both in Germany and this country, published an analysis of a series of notes exchanged between the Cabinets of St. Petersburgh, Vienna, and Berlin, on the subject of the present position of France, and more especially with respect to the double eventuality of the establishment of an elective or hereditary empire. The resolution to be drawn from these notes was, that in the event of the establishment in France of an elective or personal empire, the change being merely nominal, and the state of matters remaining in reality which it was before, the Powers might be disposed, for the sake of the peace of Europe, to make a further sacrifice of their feelings by acknowledging it as a Government de facto; but that in the event of an attempt to establish an hereditary Government, the Powers felt it their duty, as it was also their determination, to act very differently, and that they were resolved never to permit so flagrant a violation of existing treaties and of public law. As long as a member of the House of Bourbon should exist, the Powers were resolved, if the question of right be the title of the throne of France should arise, not to tolerate its being taken possession of by a usurper. To allow of such a violation would be to destroy all recognised right, and that the present monarchies in Europe would in turn rest their titles on no better basis than that of a successful revolution.	[850, 847, 1039, 992]
page-number: 8	[36, 16, 45, 35]
paragraph: Newgate and Leadenhall.—Goslings 5s 0d to 6s 6d; fowls 2s 6d to 3s 9d; capons 3s to 4s; chickens 1s 9d to 2s 6d; ducks 1s 9d to 2s 0d; rabbits 1s 0d to 1s 6d; leverets 0s 0d to 0s 0d; pigeons 5d to 8d each; fresh butter 10d to 1s 1d per lb.; English eggs 6s 0d to 7s 3d; French ditto 3s 0d to 6s 6d; Irish ditto 4s 9d to 5s 3d per 120.	[1054, 933, 1243, 968]
paragraph: The jury, after the sentence had been pronounced, expressed, as we understood, a hope that the sentence would not be carried into effect.	[33, 117, 223, 131]
heading-corn: CORN.	[1133, 493, 1164, 503]
paragraph: Lambeth.—William Dance, a well-dressed middle-aged man, was charged with stealing £15 from Thomas Dilley, a greengrocer, residing at No. 25, Princes-terrace, Caledonian-road, Islington, and also with defrauding him of ten sovereigns, under the following extraordinary circumstances.—The complainant said that on Saturday last the prisoner and two other men came to his shop on various pretences. They flattered him on his admirable dealings in his way of business or in many occasions of blinding necessity to have a claim to stand between the Downs and the people, and therefore he was the enemy of those who cried down the persons; but he was prepared to prevent their meddling with the issue of Commons. He believed the noble example would be put into an execution absurd endeavour. The folks he inherited and the property he held would be best protected by his becoming a Parliamentary Reformer. There was no country whose institutions were better calculated to promote the interests of all classes—high, low, and middling—than our own, if they were purified; and, when men talked in his Frame, he said class it was absurd to compare a country whose institutions had been despotic from time immemorial with a country whose institutions had always been free. He wanted to see the people in the possession of those Parliamentary privileges which constitutional authorities agreed belonged to them of right; and, if they would only keep quiet and work on steadily and peaceably,—not being led away as they had once been, by a set of able John Chartists, who sought to effect changes by violence and uproar, they would soon see those desirable changes effected. (Cheers.)	[850, 281, 1039, 447]
editorial-note: [The following appeared in our Second Edition of last week.]	[33, 494, 184, 501]
heading-declaration-of-poll: THE DECLARATION OF THE POLL.	[66, 547, 190, 555]
heading-secret-treaty: SECRET TREATY OF THE THREE NORTHERN POWERS.	[870, 822, 1019, 841]
section-divider	[1132, 487, 1166, 488]
paragraph: That the three Powers reserve to themselves the power, in that case, to take all such measures as they may think it necessary to take. In case there is a popular or military movement should overturn the Government of Prince Louis Bonaparte, to re-place, as before, the cause of the death of that personage, the Powers bind and oblige themselves not to allow of ever again having the crown on another's head among the younger or elder branches of the Bonaparte family, and never again to allow of the establishment of the Bonaparte dynasty on the French throne.	[850, 1123, 1039, 1180]
secret-treaty-source: (From the "Morning Chronicle.")	[905, 841, 984, 848]
paragraph: Fatal Accident at Bolton.—About ten o'clock on Monday afternoon a frightful accident occurred at the Star Inn, Bolton, by the falling of the eastern wall of the concert-room and annexe, destroyed last week by fire. Mr. Sharples had engaged Mr. Enoch's, a master bricklayer, who erected the building, to take down the walls, with instruction to use every precaution necessary to prevent accident. The work has been going on under Mr. Enoch's superintendence since Tuesday last. Mr. William Sharples, Mr. Richard Sharples (his uncle), a carter employed in removing the rubbish, and several other persons were among the ruins at the time, watching the progress of the workmen. Mr. R. Sharples, on hearing the cries of alarm from the workmen and others, who saw the wall give way, ran into the joiner's shop, upon which a portion of the wall fell, and he was for some time buried in the ruins. When extricated he was much cut and bruised, but was dangerously. The carter, on hearing the alarm sprang under his cart, and thus escaped, a portion of the wall falling upon the cart, and falling it with bricks and mortar. The horse was uninjured, being just beyond the range of the falling ruins. The greater portion of the wall fell to the east upon some miserable hovels in Wigan-lane, occupied by poor Irish families, and here the consequences were frightful. Three of them have been crushed to atoms, and a fourth was greatly broken in the front and one of the walls and one of that old house and the whole wall and the front of the old house had been living by selling candles. This bodies were all removed to the Golden Lion Inn. All of which the excavating in the inquest was held by Mr. Taylor, the borough coroner, on view of the bodies of the unfortunate sufferers, when evidence was given of the above facts. The jury immediately returned a verdict of "Accidental death."—Manchester Examiner.	[646, 52, 835, 240]
heading-gardening-calendar: GARDENING CALENDAR.	[1077, 104, 1220, 116]
paragraph: Simon Frain, 50, an Irishman, was convicted of stabbing and wounding Peter Riley, another Irishman, at Warwick, on the 17th of July. Two parties of Irishmen had met and fought for a quart of ale. In the course of the fight the prisoner stabbed the prosecutor in the belly, and inflicted so severe a wound that for a long time his life was despaired of. He was sentenced to be transported for fifteen years.	[33, 267, 223, 310]
heading-bankrupts: Bankrupts, &c.	[1091, 1341, 1206, 1357]
heading-poultry: POULTRY, &c.	[1116, 923, 1181, 933]
paragraph: The procession of the Liberal members to the hustings at Brentford yesterday was a complete ovation. At ten o'clock about 1,000 persons were assembled in front of the Reform Club, most of them with cabs or laurel leaves in their hats or buttonholes, waiting for the departure of Mr. Osborne, whose carriage, drawn by four greys, was in readiness at the door, with an unusual other vehicles behind it. When the honourable member, accompanied by Mr. Dunn, M.P., and Mr. Phinn, M.P. (for Bath), appeared, he was received with repeated bursts of cheering, and as the cortege drove along Pall Mall, up St. James's-street, and into Piccadilly, it was followed by many persons on foot, who burnished enthusiastically, as well as the pace would permit. All along the road from Kensington, through Hammersmith, Turnham-green, and Kew, into the town of Brentford, groups of people were assembled to greet the new members, especially Mr. Osborne, who seemed very popular with the women, many of whom displayed wonderful power of wind and limb in running along by the carriage to grasp his hand. At each of these points the procession was augmented by carriages, omnibuses, horsemen, and pedestrians, so that by the time it reached Brentford many thousands of persons must have swelled the popular triumph. Favours of the winning colours were displayed on all sides, and flags and banners streamed from the windows; the joy bells of Brentford Church rang merrily, and the whole population seemed to have turned out on the highway, in the bright hot day, for a good look and a hearty cheer as Mr. Osborne and his colleagues passed along. The cortege left the Reform Club at a quarter to eleven o'clock, and arrived at the hustings a few minutes before twelve, when the declaration of the poll was made.	[442, 385, 631, 566]
paragraph: WOOL.—The public sales of Colonial wool closed on Friday evening, the whole of the quantity catalogued having been disposed of at full prices. The demand from the home trade was active throughout, and the Continental buyers also operated to a fair extent.	[1054, 1297, 1243, 1326]
paragraph: The jury immediately found him Guilty, and his Lordship, after strongly animadverting upon his conduct, sentenced him to be transported for fifteen years.	[33, 457, 223, 478]
leader-dots: ... ...	[172, 836, 194, 844]
paragraph: It appeared from the evidence of the prosecutrix—who was wife of the prisoner—which was fully corroborated by other witnesses, that on Sunday evening, the 4th of July, the prisoner, who resided with his wife alone in a cottage at Hawkhead, came home very late, and quarrelled with her, and seized her out of the house. She accordingly left and remained out until late in the morning, when she returned home. He insisted that another should be in leave the house, threatening her if she did so and he would take the firelock, which he did, and beat her with them so severely that he caused a severe confusion on the head, which floored her skull and broke one of her arms. While before the magistrates he said in his defence, that he was in a passion because his wife had applied to the parish officers for relief, which he did not want; but on the trial he said he struck her by accident while attempting to hit the cat.	[238, 566, 427, 660]
masthead	[0, 0, 1311, 40]
paragraph: We must again direct attention to former "Calendars." Let nothing be allowed to grow out of place, but attend to the reins of growing plants by giving them their proper support, and at the same time divest all the straggling shoots of rambling growers. Look also to the bedding-out plants; for as their growth is now of a rapid nature, they will soon begin to intermix with each other and cause confusion. Carnations and Picotees must now be tied to sticks, and the pods thinned where large blooms are wanted; also layer the early ones for increase. Auriculas and Polyanthuses should be shifted; and Pinks, where large, may be propagated by pipings. Propagate also Pansies by cuttings of the young shoots, which strike freely in a shady border.	[1054, 335, 1243, 406]
paragraph: Fatal Accident at Bolton.—About ten o'clock on Monday afternoon a frightful accident occurred at the Star Inn, Bolton, by the falling of the eastern wall of the concert-room and annexe, destroyed last week by fire. Mr. Sharples had engaged Mr. Enoch's, a master bricklayer, who erected the building, to take down the walls, with instruction to use every precaution necessary to prevent accident. The work has been going on under Mr. Enoch's superintendence since Tuesday last. Mr. William Sharples, Mr. Richard Sharples (his uncle), a carter employed in removing the rubbish, and several other persons were among the ruins at the time, watching the progress of the workmen. Mr. R. Sharples, on hearing the cries of alarm from the workmen and others, who saw the wall give way, ran into the joiner's shop, upon which a portion of the wall fell, and he was for some time buried in the ruins. When extricated he was much cut and bruised, but was dangerously. The carter, on hearing the alarm sprang under his cart, and thus escaped, a portion of the wall falling upon the cart, and falling it with bricks and mortar. The horse was uninjured, being just beyond the range of the falling ruins. The greater portion of the wall fell to the east upon some miserable hovels in Wigan-lane, occupied by poor Irish families, and here the consequences were frightful. Three of them have been crushed to atoms, and a fourth was greatly broken in the front and one of the walls and one of that old house and the whole wall and the front of the old house had been living by selling candles. This bodies were all removed to the Golden Lion Inn. All of which the excavating in the inquest was held by Mr. Taylor, the borough coroner, on view of the bodies of the unfortunate sufferers, when evidence was given of the above facts. The jury immediately returned a verdict of "Accidental death."—Manchester Examiner.	[850, 629, 1039, 817]
paragraph: Covent Garden, July 24th.—The supply of fruit, both from under glass and from the open garden, has been very good, with the exception of Melons, which are scarce, and Strawberries, which are nearly over. Some excellent Greengage and other Plums have arrived from France, and also some Apricots, but many of the latter are not first-rate qualities. They have been fetching 4s to 6s a punnet. Tomatoes likewise continue to be imported. Potatoes are very plentiful, as are also Peas. West India Pine-apples are abundant. Mushrooms are dear. Cut flowers consist of Heaths, Pelargoniums, Mignonette, Roses, Bignonia venusta, and Pinks.	[1054, 854, 1243, 917]
paragraph: Smithfield.—Meadow hay 70s to 84s; clover hay 70s to 100s; straw 26s to 31s.—— Cumberland.—Meadow hay 72s to 85s; clover hay 70s to 95s; straw 27s to 33s.—— Whitechapel.—Meadow hay 70s to 84s; clover hay 70s to 100s; straw 26s to 32s.	[1054, 1205, 1243, 1233]
leader-dots: ... ...	[161, 822, 185, 830]
paragraph: Dahlias require constant attention, tying up the shoots as they advance, and thinning out the weakest. Remove all decayed flowers. Roses should be looked over, and the suckers taken away. Budding may still be continued where the bark parts freely. Evergreens may be clipped into shape, and hedges trimmed. Mow the lawns frequently, and keep the edges of walks and beds neatly trimmed, as nothing tends more to the beauty of the garden than attention to these particulars.	[1054, 406, 1243, 456]
poll-result-row	[33, 814, 223, 822]
paragraph: COLONIAL PRODUCE.—Sugar.—The market has been rather firmer this week, and a good business has been transacted, chiefly in British Plantation descriptions, at fully last week's rates. Coffee continues in limited request, but holders are firm. Rice quiet. Tea without change in value.	[1054, 1269, 1243, 1297]
paragraph: Lambeth.—William Dance, a well-dressed middle-aged man, was charged with stealing £15 from Thomas Dilley, a greengrocer, residing at No. 25, Princes-terrace, Caledonian-road, Islington, and also with defrauding him of ten sovereigns, under the following extraordinary circumstances.—The complainant said that on Saturday last the prisoner and two other men came to his shop on various pretences. They flattered him on his admirable dealings in his way of business or in many occasions of blinding necessity to have a claim to stand between the Downs and the people, and therefore he was the enemy of those who cried down the persons; but he was prepared to prevent their meddling with the issue of Commons. He believed the noble example would be put into an execution absurd endeavour. The folks he inherited and the property he held would be best protected by his becoming a Parliamentary Reformer. There was no country whose institutions were better calculated to promote the interests of all classes—high, low, and middling—than our own, if they were purified; and, when men talked in his Frame, he said class it was absurd to compare a country whose institutions had been despotic from time immemorial with a country whose institutions had always been free. He wanted to see the people in the possession of those Parliamentary privileges which constitutional authorities agreed belonged to them of right; and, if they would only keep quiet and work on steadily and peaceably,—not being led away as they had once been, by a set of able John Chartists, who sought to effect changes by violence and uproar, they would soon see those desirable changes effected. (Cheers.)	[442, 566, 631, 733]
paragraph: The entire front of the hustings was densely crowded, every window commanding a view of the scene was occupied, and several ladies braved the heat and crush to hear the speeches in a seat provided for them by the Sheriff. That the contest was a close one may be inferred from the singular fact that in three districts, and of forty-two poll books, the numbers for Lord Blandford and Mr. Osborne were exactly the same! As Mr. Osborne stated below, twenty-one gave him the victory. The official declaration of the poll was made soon after twelve o'clock, amid long-continued cheering and applause. The numbers were as follows:—	[646, 806, 835, 870]
paragraph: It appeared from the evidence of the prosecutrix—who was wife of the prisoner—which was fully corroborated by other witnesses, that on Sunday evening, the 4th of July, the prisoner, who resided with his wife alone in a cottage at Hawkhead, came home very late, and quarrelled with her, and seized her out of the house. She accordingly left and remained out until late in the morning, when she returned home. He insisted that another should be in leave the house, threatening her if she did so and he would take the firelock, which he did, and beat her with them so severely that he caused a severe confusion on the head, which floored her skull and broke one of her arms. While before the magistrates he said in his defence, that he was in a passion because his wife had applied to the parish officers for relief, which he did not want; but on the trial he said he struck her by accident while attempting to hit the cat.	[646, 1045, 835, 1139]
paragraph: POTATOES.—Southwark Waterside, July 26.—The imports of potatoes into London last week amounted to 1,500 tons from Scotland, and 300 tons from Jersey, the quality of which was generally good. Business, upon the whole, is steady, at the under-mentioned quotations:—York Regents, 90s to 120s; Scotch ditto, 80s to 100s; Jersey and French ditto, 70s to 90s per ton.	[1054, 1233, 1243, 1269]
paragraph: The procession of the Liberal members to the hustings at Brentford yesterday was a complete ovation. At ten o'clock about 1,000 persons were assembled in front of the Reform Club, most of them with cabs or laurel leaves in their hats or buttonholes, waiting for the departure of Mr. Osborne, whose carriage, drawn by four greys, was in readiness at the door, with an unusual other vehicles behind it. When the honourable member, accompanied by Mr. Dunn, M.P., and Mr. Phinn, M.P. (for Bath), appeared, he was received with repeated bursts of cheering, and as the cortege drove along Pall Mall, up St. James's-street, and into Piccadilly, it was followed by many persons on foot, who burnished enthusiastically, as well as the pace would permit. All along the road from Kensington, through Hammersmith, Turnham-green, and Kew, into the town of Brentford, groups of people were assembled to greet the new members, especially Mr. Osborne, who seemed very popular with the women, many of whom displayed wonderful power of wind and limb in running along by the carriage to grasp his hand. At each of these points the procession was augmented by carriages, omnibuses, horsemen, and pedestrians, so that by the time it reached Brentford many thousands of persons must have swelled the popular triumph. Favours of the winning colours were displayed on all sides, and flags and banners streamed from the windows; the joy bells of Brentford Church rang merrily, and the whole population seemed to have turned out on the highway, in the bright hot day, for a good look and a hearty cheer as Mr. Osborne and his colleagues passed along. The cortege left the Reform Club at a quarter to eleven o'clock, and arrived at the hustings a few minutes before twelve, when the declaration of the poll was made.	[33, 555, 223, 736]
poll-majority-row	[33, 836, 223, 844]
paragraph: Lambeth.—William Dance, a well-dressed middle-aged man, was charged with stealing £15 from Thomas Dilley, a greengrocer, residing at No. 25, Princes-terrace, Caledonian-road, Islington, and also with defrauding him of ten sovereigns, under the following extraordinary circumstances.—The complainant said that on Saturday last the prisoner and two other men came to his shop on various pretences. They flattered him on his admirable dealings in his way of business or in many occasions of blinding necessity to have a claim to stand between the Downs and the people, and therefore he was the enemy of those who cried down the persons; but he was prepared to prevent their meddling with the issue of Commons. He believed the noble example would be put into an execution absurd endeavour. The folks he inherited and the property he held would be best protected by his becoming a Parliamentary Reformer. There was no country whose institutions were better calculated to promote the interests of all classes—high, low, and middling—than our own, if they were purified; and, when men talked in his Frame, he said class it was absurd to compare a country whose institutions had been despotic from time immemorial with a country whose institutions had always been free. He wanted to see the people in the possession of those Parliamentary privileges which constitutional authorities agreed belonged to them of right; and, if they would only keep quiet and work on steadily and peaceably,—not being led away as they had once been, by a set of able John Chartists, who sought to effect changes by violence and uproar, they would soon see those desirable changes effected. (Cheers.)	[646, 240, 835, 406]
paragraph: In cloverseed and Trefoil nothing of interest has for some time past been done. Linseed has maintained its value steadily. To-day we had several samples of new rapeseed, varying in quality from good to fine, a choice lot or two made £34, but the general sorts were obtainable at £32 10s to £33 per last. A sample of new canary was shown which brought a high price. Canaryseed was difficult of disposal, and the turn lower. In other sorts of seeds nothing of interest transpired.	[1054, 596, 1243, 645]
